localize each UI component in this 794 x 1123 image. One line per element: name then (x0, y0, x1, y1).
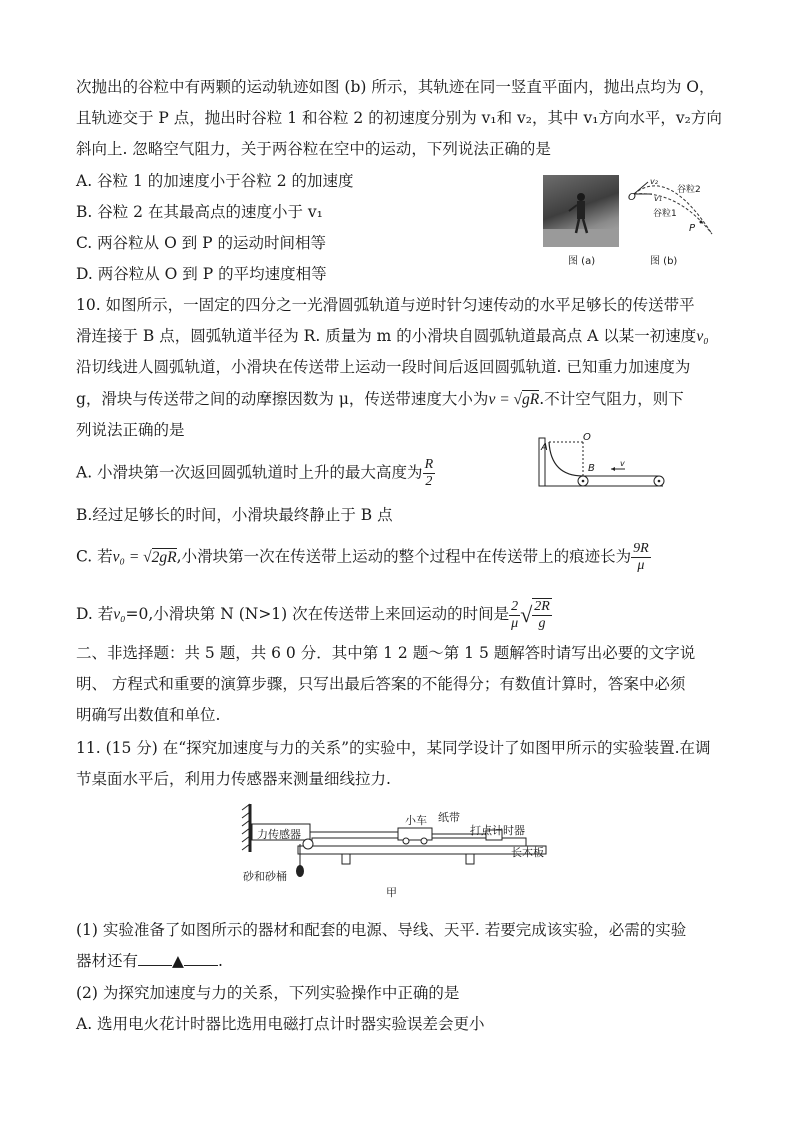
label-long-board: 长木板 (511, 846, 544, 859)
q9-option-d: D. 两谷粒从 O 到 P 的平均速度相等 (76, 265, 327, 283)
figure-a-photo (543, 175, 619, 247)
figure-b-v2: v₂ (650, 177, 658, 186)
figure-b-point-p: P (689, 223, 696, 234)
figure-q10-label-b: B (588, 463, 595, 474)
q9-option-c: C. 两谷粒从 O 到 P 的运动时间相等 (76, 234, 327, 252)
q11-part2-stem: (2) 为探究加速度与力的关系，下列实验操作中正确的是 (76, 984, 460, 1002)
fraction-r-over-2: $\frac{R}{2}$ (424, 457, 434, 489)
symbol-v0: v₀ (696, 328, 709, 345)
figure-q10-label-o: O (583, 432, 591, 443)
triangle-marker: ▲ (172, 952, 184, 970)
fraction-sqrt-2r-over-g: $\frac{2R}{g}$ (534, 599, 550, 631)
q11-part2-option-a: A. 选用电火花计时器比选用电磁打点计时器实验误差会更小 (76, 1015, 485, 1033)
label-sand-bucket: 砂和砂桶 (243, 870, 287, 883)
figure-b-grain2: 谷粒2 (677, 185, 701, 195)
q10-option-a: A. 小滑块第一次返回圆弧轨道时上升的最大高度为 $\frac{R}{2}$ (76, 457, 434, 489)
figure-q11-caption: 甲 (386, 886, 397, 899)
label-force-sensor: 力传感器 (257, 828, 301, 841)
section2-line-1: 二、非选择题：共 5 题，共 6 0 分．其中第 1 2 题～第 1 5 题解答时请写出必要的文字说 (76, 644, 696, 662)
q11-stem-line-2: 节桌面水平后，利用力传感器来测量细线拉力. (76, 770, 391, 788)
fraction-2-over-mu: $\frac{2}{\mu}$ (511, 598, 519, 631)
answer-blank-left[interactable] (138, 965, 172, 966)
q10-stem-line-4: g，滑块与传送带之间的动摩擦因数为 μ，传送带速度大小为v = √gR.不计空气阻力，则下 (76, 390, 684, 408)
q9-option-a: A. 谷粒 1 的加速度小于谷粒 2 的加速度 (76, 172, 354, 190)
figure-b-caption: 图 (b) (650, 256, 678, 267)
figure-b-point-o: O (628, 192, 636, 203)
sqrt-gR: gR (522, 391, 540, 408)
fraction-9r-over-mu: $\frac{9R}{\mu}$ (633, 541, 649, 573)
label-cart: 小车 (405, 814, 427, 827)
sqrt-2gR: 2gR (151, 548, 177, 566)
q10-stem-line-2: 滑连接于 B 点，圆弧轨道半径为 R. 质量为 m 的小滑块自圆弧轨道最高点 A 以某一初速度v₀ (76, 327, 709, 345)
q10-option-d: D. 若v₀=0,小滑块第 N (N>1) 次在传送带上来回运动的时间是 $\frac{2}{\mu}$ √ $\frac{2R}{g}$ (76, 598, 550, 631)
q10-stem-line-5: 列说法正确的是 (76, 421, 185, 439)
q9-option-b: B. 谷粒 2 在其最高点的速度小于 v₁ (76, 203, 323, 221)
q10-stem-line-3: 沿切线进人圆弧轨道，小滑块在传送带上运动一段时间后返回圆弧轨道. 已知重力加速度为 (76, 358, 691, 376)
q9-stem-line-1: 次抛出的谷粒中有两颗的运动轨迹如图 (b) 所示，其轨迹在同一竖直平面内，抛出点均为 O， (76, 78, 715, 96)
figure-a-caption: 图 (a) (568, 256, 596, 267)
figure-b-v1: v₁ (654, 194, 662, 203)
label-ticker-timer: 打点计时器 (470, 824, 525, 837)
label-paper-tape: 纸带 (438, 811, 460, 824)
figure-q10-label-v: v (620, 459, 625, 468)
q10-option-b: B.经过足够长的时间，小滑块最终静止于 B 点 (76, 506, 393, 524)
q11-stem-line-1: 11. (15 分) 在“探究加速度与力的关系”的实验中，某同学设计了如图甲所示的实验装置.在调 (76, 739, 711, 757)
farmer-silhouette (543, 175, 619, 247)
q10-stem-line-1: 10. 如图所示，一固定的四分之一光滑圆弧轨道与逆时针匀速传动的水平足够长的传送带平 (76, 296, 695, 314)
q9-stem-line-3: 斜向上. 忽略空气阻力，关于两谷粒在空中的运动，下列说法正确的是 (76, 140, 551, 158)
figure-q10-label-a: A (541, 442, 548, 453)
section2-line-2: 明、 方程式和重要的演算步骤，只写出最后答案的不能得分；有数值计算时，答案中必须 (76, 675, 686, 693)
section2-line-3: 明确写出数值和单位. (76, 706, 221, 724)
q9-stem-line-2: 且轨迹交于 P 点，抛出时谷粒 1 和谷粒 2 的初速度分别为 v₁和 v₂，其中 v₁方向水平，v₂方向 (76, 109, 722, 127)
figure-q10-track-belt (537, 432, 667, 492)
figure-b-grain1: 谷粒1 (653, 209, 677, 219)
answer-blank-right[interactable] (184, 965, 218, 966)
q10-option-c: C. 若v₀ = √2gR,小滑块第一次在传送带上运动的整个过程中在传送带上的痕迹长为 $\frac{9R}{\mu}$ (76, 541, 649, 573)
q11-part1-line-2: 器材还有 ▲ . (76, 952, 223, 970)
q11-part1-line-1: (1) 实验准备了如图所示的器材和配套的电源、导线、天平. 若要完成该实验，必需的实验 (76, 921, 687, 939)
